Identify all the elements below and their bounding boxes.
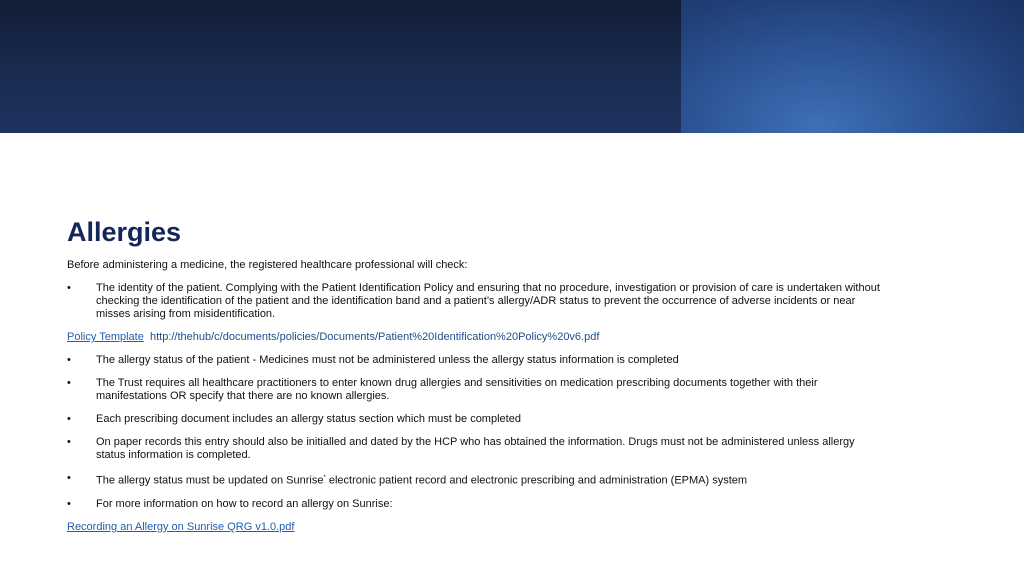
bullet-marker: • — [67, 354, 71, 366]
bullet-text-pre: The allergy status must be updated on Sunrise — [96, 474, 324, 487]
header-banner — [0, 0, 1024, 133]
bullet-item — [67, 498, 887, 511]
bullet-text-post: electronic patient record and electronic prescribing and administration (EPMA) system — [325, 474, 748, 487]
bullet-item — [67, 436, 887, 462]
slide-title: Allergies — [67, 217, 182, 247]
bullet-item — [67, 282, 887, 321]
bullet-marker: • — [67, 436, 71, 448]
bullet-marker: • — [67, 472, 71, 484]
intro-text: Before administering a medicine, the registered healthcare professional will check: — [67, 259, 468, 271]
bullet-text: For more information on how to record an allergy on Sunrise: — [96, 497, 393, 510]
bullet-text: On paper records this entry should also be initialled and dated by the HCP who has obtained the information. Drugs must not be administered unless allergy status information is completed. — [96, 436, 855, 461]
bullet-marker: • — [67, 413, 71, 425]
banner-light-panel — [681, 0, 1024, 133]
bullet-text: The Trust requires all healthcare practitioners to enter known drug allergies and sensitivities on medication prescribing documents together with their manifestations OR specify that there are no known allergies. — [96, 377, 818, 402]
bullet-text: Each prescribing document includes an allergy status section which must be completed — [96, 413, 521, 425]
bullet-marker: • — [67, 377, 71, 389]
policy-link-line — [67, 331, 887, 344]
bullet-text: The allergy status of the patient - Medicines must not be administered unless the allergy status information is completed — [96, 354, 679, 366]
qrg-link-line — [67, 521, 887, 534]
bullet-item — [67, 413, 887, 426]
bullet-marker: • — [67, 282, 71, 294]
banner-dark-panel — [0, 0, 681, 133]
qrg-document-link[interactable]: Recording an Allergy on Sunrise QRG v1.0.pdf — [67, 520, 295, 533]
footnote-marker: * — [323, 475, 326, 481]
bullet-item — [67, 377, 887, 403]
policy-url[interactable]: http://thehub/c/documents/policies/Documents/Patient%20Identification%20Policy%20v6.pdf — [149, 331, 600, 343]
bullet-marker: • — [67, 497, 71, 510]
slide-content — [67, 214, 887, 544]
bullet-item — [67, 472, 887, 488]
policy-template-link[interactable]: Policy Template — [67, 331, 144, 343]
bullet-item — [67, 354, 887, 367]
bullet-text: The identity of the patient. Complying with the Patient Identification Policy and ensuring that no procedure, investigation or provision of care is undertaken without checking the identification of the patient and the identification band and a patient’s allergy/ADR status to prevent the occurrence of adverse incidents or near misses arising from misidentification. — [96, 282, 880, 320]
